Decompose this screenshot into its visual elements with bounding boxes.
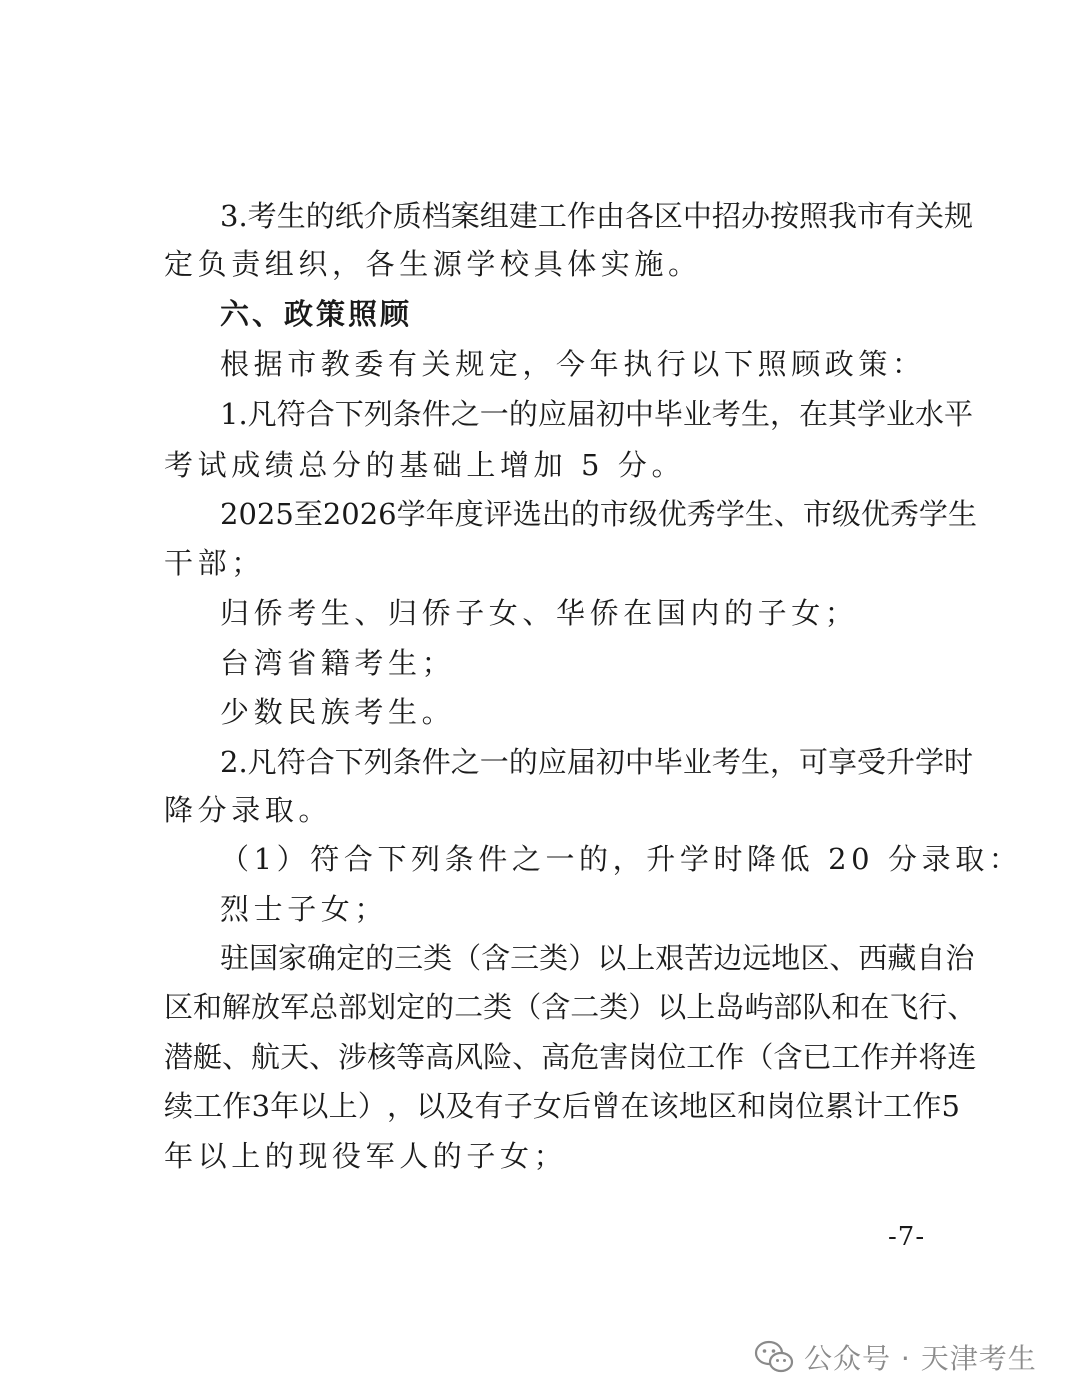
text-line: 年以上的现役军人的子女；	[164, 1139, 568, 1173]
text-line: 1 . 凡 符 合 下 列 条 件 之 一 的 应 届 初 中 毕 业 考 生 ， 在 其 学 业 水 平	[220, 397, 974, 431]
text-line: 2025 至 2026 学 年 度 评 选 出 的 市 级 优 秀 学 生 、 市 级 优 秀 学 生	[220, 497, 977, 531]
text-line: 降分录取。	[164, 793, 333, 827]
text-line: 驻 国 家 确 定 的 三 类 （ 含 三 类 ） 以 上 艰 苦 边 远 地 区 、 西 藏 自 治	[220, 941, 975, 975]
text-line: 考试成绩总分的基础上增加 5 分。	[164, 448, 686, 482]
text-line: 台湾省籍考生；	[220, 646, 456, 680]
text-line: 3 . 考 生 的 纸 介 质 档 案 组 建 工 作 由 各 区 中 招 办 按 照 我 市 有 关 规	[220, 199, 974, 233]
text-line: 干部；	[164, 546, 265, 580]
text-line: 少数民族考生。	[220, 695, 456, 729]
text-line: 区 和 解 放 军 总 部 划 定 的 二 类 （ 含 二 类 ） 以 上 岛 屿 部 队 和 在 飞 行 、	[164, 990, 977, 1024]
text-line: 根据市教委有关规定，今年执行以下照顾政策：	[220, 347, 926, 381]
text-line: （1）符合下列条件之一的，升学时降低 20 分录取：	[220, 842, 1023, 876]
text-line: 归侨考生、归侨子女、华侨在国内的子女；	[220, 596, 859, 630]
text-line: 潜 艇 、 航 天 、 涉 核 等 高 风 险 、 高 危 害 岗 位 工 作 （ 含 已 工 作 并 将 连	[164, 1040, 977, 1074]
text-line: 烈士子女；	[220, 892, 389, 926]
wechat-icon	[754, 1339, 794, 1375]
watermark-text: 公众号 · 天津考生	[804, 1342, 1037, 1375]
page-number: -7-	[888, 1222, 926, 1252]
text-line: 续 工 作 3 年 以 上 ） ， 以 及 有 子 女 后 曾 在 该 地 区 和 岗 位 累 计 工 作 5	[164, 1089, 960, 1123]
text-line: 定负责组织，各生源学校具体实施。	[164, 247, 702, 281]
watermark	[754, 1334, 1037, 1380]
text-line: 2 . 凡 符 合 下 列 条 件 之 一 的 应 届 初 中 毕 业 考 生 ， 可 享 受 升 学 时	[220, 745, 974, 779]
section-heading: 六、政策照顾	[220, 297, 413, 331]
